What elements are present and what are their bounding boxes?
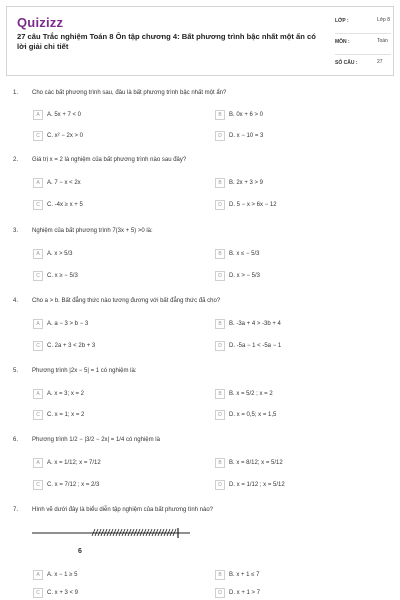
- option-b[interactable]: [215, 389, 391, 401]
- question-number: 7.: [13, 507, 19, 513]
- option-a[interactable]: [33, 319, 209, 331]
- question-number: 2.: [13, 157, 19, 163]
- option-text: A. 7 − x < 2x: [47, 180, 81, 186]
- option-d[interactable]: [215, 200, 391, 212]
- option-text: D. x = 1/12 ; x = 5/12: [229, 482, 285, 488]
- meta-count-label: SỐ CÂU :: [335, 60, 358, 66]
- option-letter-box: B: [215, 249, 225, 259]
- option-text: D. x = 0,5; x = 1,5: [229, 412, 277, 418]
- option-letter-box: C: [33, 341, 43, 351]
- option-letter-box: B: [215, 178, 225, 188]
- meta-subject-value: Toán: [377, 38, 388, 44]
- option-text: B. x = 5/2 ; x = 2: [229, 391, 273, 397]
- option-a[interactable]: [33, 110, 209, 122]
- meta-class-label: LỚP :: [335, 18, 349, 24]
- option-text: A. x > 5/3: [47, 251, 73, 257]
- option-d[interactable]: [215, 480, 391, 492]
- option-letter-box: A: [33, 178, 43, 188]
- option-letter-box: C: [33, 200, 43, 210]
- option-text: A. 5x + 7 < 0: [47, 112, 82, 118]
- question-number: 4.: [13, 298, 19, 304]
- option-text: D. x > − 5/3: [229, 273, 261, 279]
- question-number: 6.: [13, 437, 19, 443]
- option-text: A. x − 1 ≥ 5: [47, 572, 78, 578]
- option-letter-box: C: [33, 271, 43, 281]
- option-c[interactable]: [33, 341, 209, 353]
- option-a[interactable]: [33, 178, 209, 190]
- worksheet-header: [6, 6, 394, 76]
- option-text: C. x ≥ − 5/3: [47, 273, 78, 279]
- option-text: C. x² − 2x > 0: [47, 133, 84, 139]
- question-text: Hình vẽ dưới đây là biểu diễn tập nghiệm của bất phương tình nào?: [32, 507, 214, 513]
- option-letter-box: D: [215, 271, 225, 281]
- question-number: 1.: [13, 90, 19, 96]
- option-letter-box: D: [215, 480, 225, 490]
- option-letter-box: A: [33, 389, 43, 399]
- meta-class-value: Lớp 8: [377, 17, 391, 23]
- option-letter-box: A: [33, 110, 43, 120]
- page-title: 27 câu Trắc nghiệm Toán 8 Ôn tập chương 4: Bất phương trình bậc nhất một ẩn có lời giải chi tiết: [17, 32, 316, 51]
- option-text: B. x ≤ − 5/3: [229, 251, 260, 257]
- option-text: C. 2a + 3 < 2b + 3: [47, 343, 96, 349]
- option-text: C. x = 1; x = 2: [47, 412, 85, 418]
- option-a[interactable]: [33, 458, 209, 470]
- option-text: A. x = 3; x = 2: [47, 391, 85, 397]
- number-line-figure: [32, 525, 192, 539]
- option-letter-box: D: [215, 341, 225, 351]
- question-text: Cho các bất phương trình sau, đâu là bất phương trình bậc nhất một ẩn?: [32, 90, 227, 96]
- meta-panel: [335, 15, 391, 77]
- option-text: C. x + 3 < 9: [47, 590, 79, 596]
- option-letter-box: B: [215, 319, 225, 329]
- quizizz-logo: Quizizz: [17, 15, 64, 30]
- question-text: Phương trình 1/2 − |3/2 − 2x| = 1/4 có nghiệm là: [32, 437, 160, 443]
- option-text: B. x + 1 ≤ 7: [229, 572, 260, 578]
- meta-count: [335, 57, 391, 75]
- question-text: Cho a > b. Bất đẳng thức nào tương đương với bất đẳng thức đã cho?: [32, 298, 221, 304]
- option-text: D. x + 1 > 7: [229, 590, 261, 596]
- option-d[interactable]: [215, 410, 391, 422]
- option-d[interactable]: [215, 131, 391, 143]
- option-letter-box: A: [33, 249, 43, 259]
- option-letter-box: B: [215, 570, 225, 580]
- option-text: D. -5a − 1 < -5a − 1: [229, 343, 282, 349]
- option-d[interactable]: [215, 341, 391, 353]
- option-text: C. -4x ≥ x + 5: [47, 202, 83, 208]
- option-text: A. x = 1/12; x = 7/12: [47, 460, 101, 466]
- option-text: D. x − 10 = 3: [229, 133, 264, 139]
- option-a[interactable]: [33, 249, 209, 261]
- meta-count-value: 27: [377, 59, 383, 65]
- option-b[interactable]: [215, 319, 391, 331]
- question-text: Giá trị x = 2 là nghiệm của bất phương trình nào sau đây?: [32, 157, 187, 163]
- option-letter-box: A: [33, 570, 43, 580]
- question-number: 3.: [13, 228, 19, 234]
- option-letter-box: C: [33, 588, 43, 598]
- option-letter-box: B: [215, 389, 225, 399]
- option-letter-box: B: [215, 110, 225, 120]
- meta-class: [335, 15, 391, 34]
- option-c[interactable]: [33, 480, 209, 492]
- option-c[interactable]: [33, 588, 209, 600]
- option-letter-box: D: [215, 131, 225, 141]
- option-text: B. x = 8/12; x = 5/12: [229, 460, 283, 466]
- option-c[interactable]: [33, 271, 209, 283]
- option-b[interactable]: [215, 178, 391, 190]
- option-d[interactable]: [215, 271, 391, 283]
- option-b[interactable]: [215, 249, 391, 261]
- option-letter-box: B: [215, 458, 225, 468]
- meta-subject: [335, 36, 391, 55]
- option-text: A. a − 3 > b − 3: [47, 321, 89, 327]
- question-text: Phương trình |2x − 5| = 1 có nghiệm là:: [32, 368, 137, 374]
- question-number: 5.: [13, 368, 19, 374]
- option-letter-box: C: [33, 131, 43, 141]
- option-c[interactable]: [33, 131, 209, 143]
- option-letter-box: C: [33, 480, 43, 490]
- option-a[interactable]: [33, 389, 209, 401]
- question-text: Nghiệm của bất phương trình 7(3x + 5) >0 là:: [32, 228, 153, 234]
- option-b[interactable]: [215, 570, 391, 582]
- option-b[interactable]: [215, 110, 391, 122]
- option-c[interactable]: [33, 200, 209, 212]
- option-a[interactable]: [33, 570, 209, 582]
- option-letter-box: D: [215, 410, 225, 420]
- option-d[interactable]: [215, 588, 391, 600]
- option-text: B. -3a + 4 > -3b + 4: [229, 321, 281, 327]
- option-text: B. 2x + 3 > 9: [229, 180, 264, 186]
- option-text: C. x = 7/12 ; x = 2/3: [47, 482, 100, 488]
- option-letter-box: A: [33, 319, 43, 329]
- option-letter-box: D: [215, 200, 225, 210]
- meta-subject-label: MÔN :: [335, 39, 350, 45]
- option-c[interactable]: [33, 410, 209, 422]
- option-b[interactable]: [215, 458, 391, 470]
- option-text: B. 0x + 6 > 0: [229, 112, 264, 118]
- option-letter-box: C: [33, 410, 43, 420]
- option-text: D. 5 − x > 6x − 12: [229, 202, 277, 208]
- number-line-label: 6: [78, 548, 82, 555]
- option-letter-box: A: [33, 458, 43, 468]
- option-letter-box: D: [215, 588, 225, 598]
